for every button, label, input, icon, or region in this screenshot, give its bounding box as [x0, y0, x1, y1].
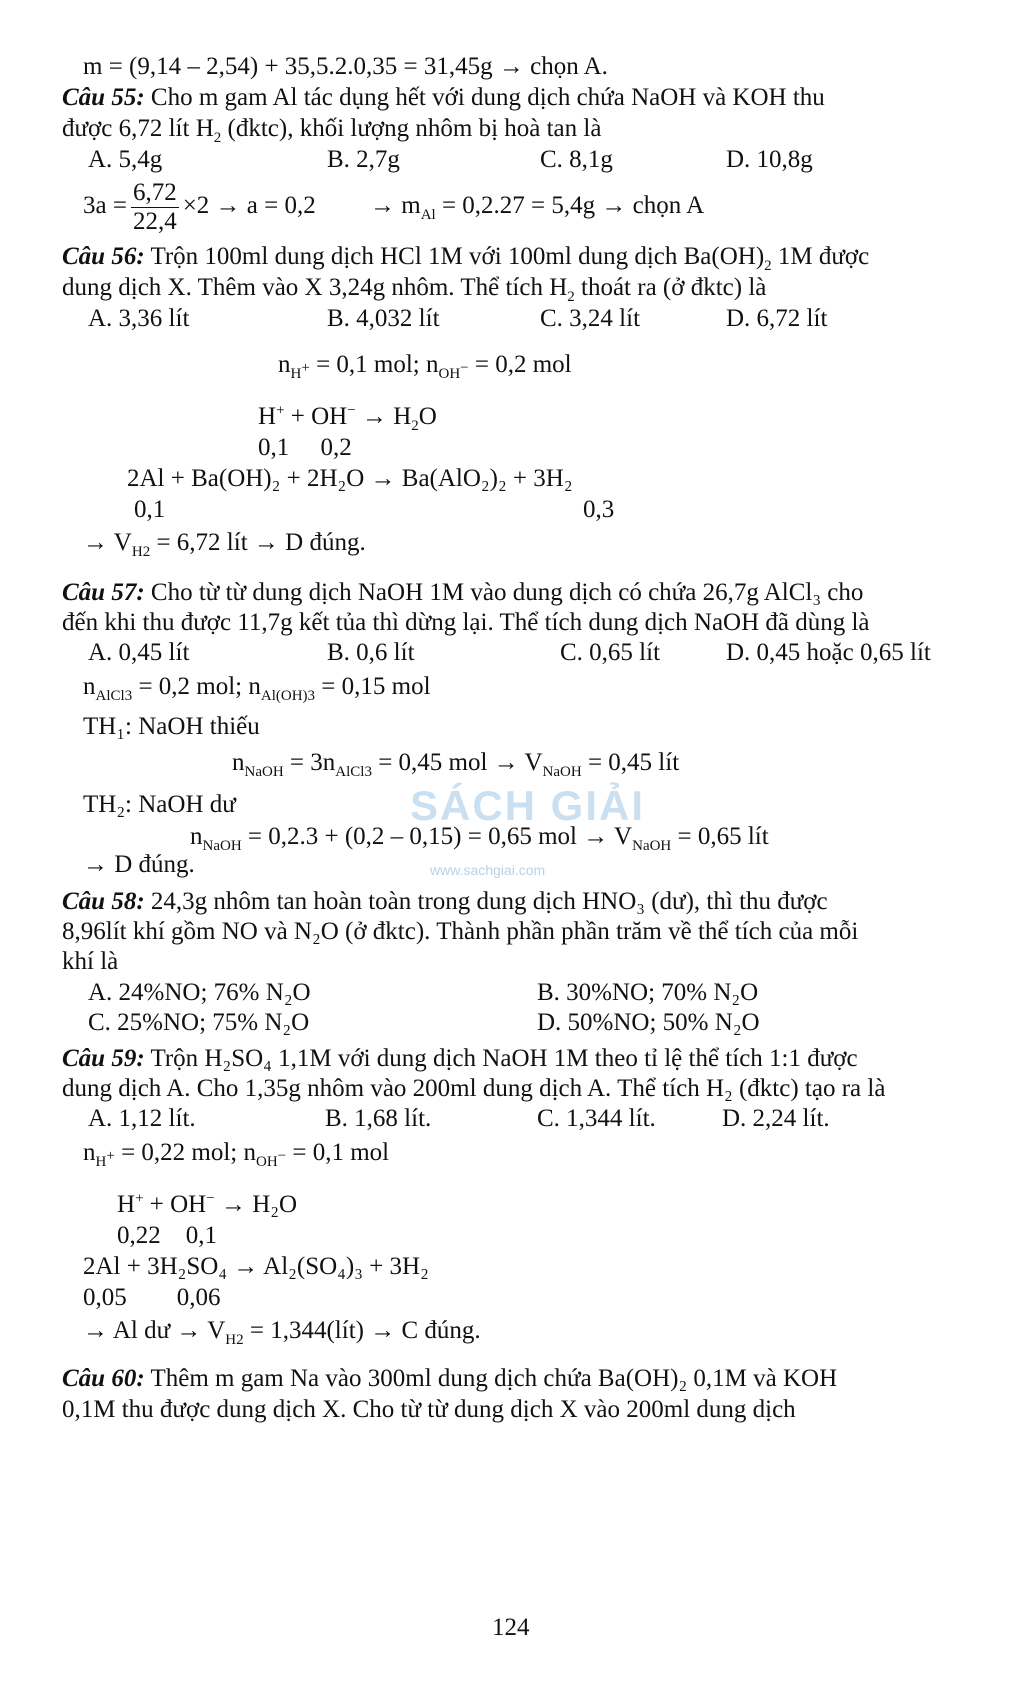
q59-stem — [62, 1044, 858, 1074]
sub: NaOH — [202, 838, 242, 854]
q59-option-b: B. 1,68 lít. — [325, 1105, 432, 1132]
q57-result: → D đúng. — [83, 851, 195, 878]
q59-eq1b: + OH — [143, 1191, 207, 1218]
sup: − — [460, 360, 469, 376]
q58-label: Câu 58: — [62, 888, 145, 915]
q56-eq1 — [258, 402, 437, 432]
q60-text: Thêm m gam Na vào 300ml dung dịch chứa Ba(OH)₂ 0,1M và KOH — [144, 1365, 838, 1392]
q56-res-b: = 6,72 lít → D đúng. — [150, 529, 366, 556]
q56-eq2: 2Al + Ba(OH)₂ + 2H₂O → Ba(AlO₂)₂ + 3H₂ — [127, 465, 573, 492]
sub: Al(OH) — [260, 688, 308, 704]
q57-th1-b: = 3n — [283, 749, 336, 776]
q57-th2-b: = 0,2.3 + (0,2 – 0,15) = 0,65 mol → V — [241, 823, 633, 850]
sub: NaOH — [632, 838, 672, 854]
fraction-numerator: 6,72 — [132, 178, 177, 206]
sub: 3 — [307, 688, 316, 704]
q57-case2-eq — [190, 822, 769, 852]
q60-label: Câu 60: — [62, 1365, 145, 1392]
sub: AlCl — [335, 764, 365, 780]
q58-option-c: C. 25%NO; 75% N₂O — [88, 1009, 310, 1036]
q57-stem — [62, 578, 863, 608]
q59-res-b: = 1,344(lít) → C đúng. — [243, 1317, 481, 1344]
q56-stem-2 — [62, 273, 766, 303]
q58-stem — [62, 887, 828, 917]
sup: − — [277, 1148, 287, 1164]
q56-text2b: thoát ra (ở đktc) là — [574, 274, 767, 301]
sub: 2 — [142, 544, 151, 560]
sub: H — [131, 544, 143, 560]
q59-option-c: C. 1,344 lít. — [537, 1105, 656, 1132]
sub: NaOH — [244, 764, 284, 780]
q59-option-a: A. 1,12 lít. — [88, 1105, 196, 1132]
q56-mol2: = 0,2 mol — [468, 351, 572, 378]
q57-option-d: D. 0,45 hoặc 0,65 lít — [726, 639, 931, 666]
q55-solution — [83, 176, 704, 236]
q55-sol-post: ×2 → a = 0,2 — [182, 192, 316, 219]
sub: 3 — [124, 688, 133, 704]
q56-eq1c: → H — [355, 403, 412, 430]
q58-option-a: A. 24%NO; 76% N₂O — [88, 979, 311, 1006]
q59-mol-a: n — [83, 1139, 96, 1166]
q59-stem-2: dung dịch A. Cho 1,35g nhôm vào 200ml dung dịch A. Thể tích H₂ (đktc) tạo ra là — [62, 1075, 886, 1102]
sub: 3 — [364, 764, 372, 780]
fraction-denominator: 22,4 — [132, 207, 177, 235]
q58-stem-3: khí là — [62, 948, 119, 975]
q55-text2a: được 6,72 lít H — [62, 115, 214, 142]
q56-eq1a: H — [258, 403, 277, 430]
q55-option-b: B. 2,7g — [327, 146, 400, 173]
q57-th2-a: n — [190, 823, 203, 850]
q57-option-a: A. 0,45 lít — [88, 639, 190, 666]
q56-text2a: dung dịch X. Thêm vào X 3,24g nhôm. Thể tích H — [62, 274, 568, 301]
q57-mol-c: = 0,15 mol — [315, 673, 431, 700]
q57-stem-2: đến khi thu được 11,7g kết tủa thì dừng lại. Thể tích dung dịch NaOH đã dùng là — [62, 609, 870, 636]
sub: Al — [420, 207, 436, 223]
q59-label: Câu 59: — [62, 1045, 145, 1072]
q58-text: 24,3g nhôm tan hoàn toàn trong dung dịch HNO₃ (dư), thì thu được — [144, 888, 828, 915]
q59-eq1-values: 0,22 0,1 — [117, 1222, 217, 1249]
sub: 2 — [567, 289, 575, 305]
q60-stem — [62, 1364, 837, 1394]
sup: − — [347, 402, 356, 419]
q56-option-d: D. 6,72 lít — [726, 305, 828, 332]
q59-option-d: D. 2,24 lít. — [722, 1105, 830, 1132]
watermark-url: www.sachgiai.com — [430, 862, 546, 878]
q57-moles — [83, 672, 431, 702]
q56-mol1: = 0,1 mol; n — [309, 351, 439, 378]
q55-option-d: D. 10,8g — [726, 146, 813, 173]
q57-th1-c: = 0,45 mol → V — [371, 749, 543, 776]
q59-eq1c: → H₂O — [214, 1191, 298, 1218]
sub: 2 — [236, 1332, 244, 1348]
q60-stem-2: 0,1M thu được dung dịch X. Cho từ từ dung dịch X vào 200ml dung dịch — [62, 1396, 796, 1423]
q59-eq2-values: 0,05 0,06 — [83, 1284, 221, 1311]
sub: 2 — [411, 418, 419, 434]
sup: + — [276, 402, 285, 419]
q55-sol-mid: → m — [370, 192, 421, 219]
q56-eq2-v1: 0,1 — [134, 496, 166, 523]
sup: + — [106, 1148, 115, 1164]
q56-text: Trộn 100ml dung dịch HCl 1M với 100ml dung dịch Ba(OH) — [144, 243, 765, 270]
q57-case2: TH₂: NaOH dư — [83, 791, 236, 818]
q59-result — [83, 1316, 481, 1346]
q56-res-a: → V — [83, 529, 132, 556]
sub: AlCl — [95, 688, 125, 704]
q56-eq1b: + OH — [284, 403, 348, 430]
q56-result — [83, 528, 366, 558]
q59-eq2: 2Al + 3H₂SO₄ → Al₂(SO₄)₃ + 3H₂ — [83, 1253, 429, 1280]
q55-label: Câu 55: — [62, 84, 145, 111]
q55-stem — [62, 83, 825, 113]
sub: OH — [438, 366, 461, 382]
q57-label: Câu 57: — [62, 579, 145, 606]
q55-sol-end: = 0,2.27 = 5,4g → chọn A — [435, 192, 705, 219]
q55-stem-2 — [62, 114, 601, 144]
sub: H — [290, 366, 302, 382]
q56-option-a: A. 3,36 lít — [88, 305, 190, 332]
q57-mol-b: = 0,2 mol; n — [132, 673, 261, 700]
q59-text: Trộn H₂SO₄ 1,1M với dung dịch NaOH 1M theo tỉ lệ thể tích 1:1 được — [144, 1045, 858, 1072]
q57-th1-a: n — [232, 749, 245, 776]
q59-mol-b: = 0,22 mol; n — [114, 1139, 256, 1166]
q56-moles: $n_{H^+} = 0,1$ mol; $n_{OH^-} = 0,2$ mol — [278, 351, 572, 382]
sub: OH — [256, 1154, 278, 1170]
q56-eq1d: O — [418, 403, 437, 430]
sup: + — [301, 360, 310, 376]
q58-stem-2: 8,96lít khí gồm NO và N₂O (ở đktc). Thành phần phần trăm về thể tích của mỗi — [62, 918, 859, 945]
q55-text: Cho m gam Al tác dụng hết với dung dịch chứa NaOH và KOH thu — [144, 84, 825, 111]
q59-moles — [83, 1138, 389, 1168]
q59-res-a: → Al dư → V — [83, 1317, 226, 1344]
q56-text-end: 1M được — [771, 243, 870, 270]
q56-label: Câu 56: — [62, 243, 145, 270]
q57-th1-d: = 0,45 lít — [581, 749, 680, 776]
q57-option-c: C. 0,65 lít — [560, 639, 661, 666]
q54-result-line: m = (9,14 – 2,54) + 35,5.2.0,35 = 31,45g → chọn A. — [83, 53, 608, 80]
q57-th2-c: = 0,65 lít — [671, 823, 769, 850]
q59-eq1 — [117, 1190, 297, 1220]
q56-eq2-v2: 0,3 — [583, 496, 615, 523]
q58-option-d: D. 50%NO; 50% N₂O — [537, 1009, 760, 1036]
sup: − — [206, 1190, 215, 1207]
sub: H — [95, 1154, 107, 1170]
q56-eq1-values: 0,1 0,2 — [258, 434, 352, 461]
q57-text: Cho từ từ dung dịch NaOH 1M vào dung dịch có chứa 26,7g AlCl₃ cho — [144, 579, 864, 606]
q58-option-b: B. 30%NO; 70% N₂O — [537, 979, 759, 1006]
q56-option-c: C. 3,24 lít — [540, 305, 641, 332]
q57-case1: TH₁: NaOH thiếu — [83, 713, 260, 740]
sub: 2 — [213, 130, 222, 146]
q59-eq1a: H — [117, 1191, 136, 1218]
sub: 2 — [764, 258, 772, 274]
q59-mol-c: = 0,1 mol — [286, 1139, 390, 1166]
q57-case1-eq — [232, 748, 679, 778]
q55-option-a: A. 5,4g — [88, 146, 163, 173]
sup: + — [135, 1190, 144, 1207]
q55-text2b: (đktc), khối lượng nhôm bị hoà tan là — [221, 115, 602, 142]
q56-option-b: B. 4,032 lít — [327, 305, 440, 332]
q56-stem — [62, 242, 869, 272]
page-number: 124 — [492, 1614, 530, 1641]
watermark-logo: SÁCH GIẢI — [410, 782, 646, 829]
q57-option-b: B. 0,6 lít — [327, 639, 415, 666]
sub: H — [225, 1332, 237, 1348]
q55-option-c: C. 8,1g — [540, 146, 613, 173]
q55-fraction — [131, 179, 179, 236]
sub: NaOH — [542, 764, 582, 780]
q57-mol-a: n — [83, 673, 96, 700]
q55-sol-pre: 3a = — [83, 192, 127, 219]
